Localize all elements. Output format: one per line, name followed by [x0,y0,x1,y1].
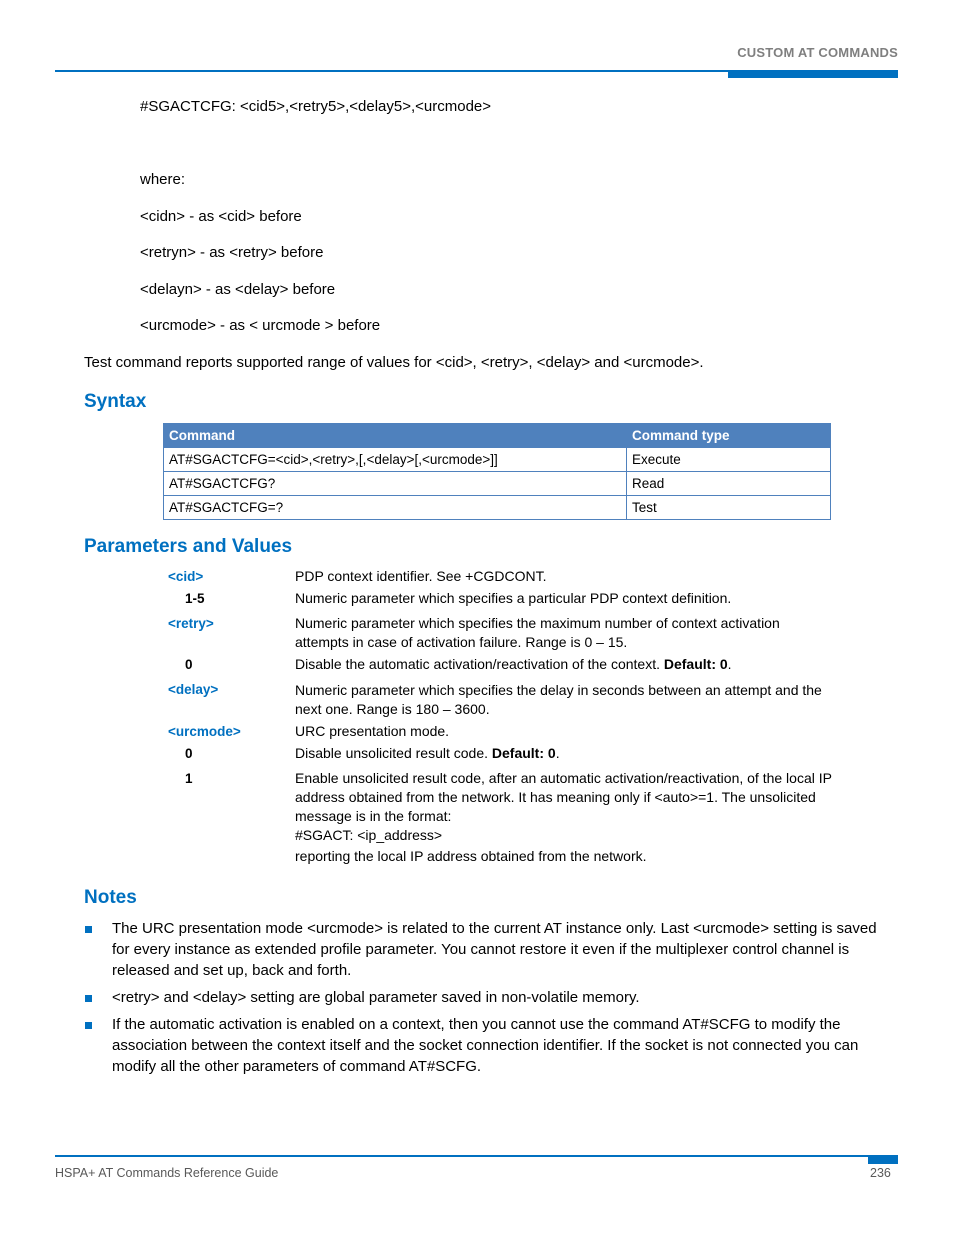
page-number: 236 [870,1166,891,1180]
param-name-urcmode: <urcmode> [168,724,241,739]
param-desc-cid-range: Numeric parameter which specifies a particular PDP context definition. [295,590,732,606]
note-item: If the automatic activation is enabled on a context, then you cannot use the command AT#SCFG to modify the association between the context itself and the socket connection identifier. If the socket is not connected you can modify all the other parameters of command AT#SCFG. [112,1016,859,1075]
default-label: Default: 0 [663,656,728,672]
syntax-heading: Syntax [84,391,147,412]
where-label: where: [140,171,186,188]
test-command-sentence: Test command reports supported range of values for <cid>, <retry>, <delay> and <urcmode>. [84,354,704,371]
note-item: The URC presentation mode <urcmode> is related to the current AT instance only. Last <urcmode> setting is saved for every instance as extended profile parameter. You cannot restore it even if the multiplexer control channel is released and set up, back and forth. [112,920,877,979]
header-section-title: CUSTOM AT COMMANDS [737,45,898,60]
command-type-cell: Test [627,496,831,520]
table-row [164,472,831,496]
param-desc-urcmode-0 [295,744,835,763]
bullet-icon [85,1022,92,1029]
header-accent-block [728,70,898,78]
bullet-icon [85,995,92,1002]
param-desc-delay: Numeric parameter which specifies the delay in seconds between an attempt and the next one. Range is 180 – 3600. [295,682,822,717]
period: . [555,745,560,761]
param-name-cid: <cid> [168,569,204,584]
table-row [164,448,831,472]
table-row [164,496,831,520]
footer-document-title: HSPA+ AT Commands Reference Guide [55,1166,279,1180]
syntax-table [163,423,831,520]
command-cell: AT#SGACTCFG=? [164,496,627,520]
command-cell: AT#SGACTCFG? [164,472,627,496]
param-desc-text: Disable unsolicited result code. [295,745,492,761]
param-value-urcmode-0: 0 [185,746,193,761]
param-name-retry: <retry> [168,616,214,631]
command-type-cell: Read [627,472,831,496]
param-desc-urcmode: URC presentation mode. [295,723,450,739]
param-value-cid-range: 1-5 [185,591,205,606]
param-name-delay: <delay> [168,682,219,697]
period: . [727,656,732,672]
default-label: Default: 0 [491,745,556,761]
param-desc-urcmode-1 [295,769,835,866]
footer-rule [55,1155,898,1157]
response-format: #SGACTCFG: <cid5>,<retry5>,<delay5>,<urcmode> [140,98,492,115]
param-desc-after: reporting the local IP address obtained from the network. [295,848,647,864]
where-item: <cidn> - as <cid> before [140,208,302,225]
param-desc-cid: PDP context identifier. See +CGDCONT. [295,568,547,584]
param-desc-text: Enable unsolicited result code, after an automatic activation/reactivation, of the local IP address obtained from the network. It has meaning only if <auto>=1. The unsolicited message is in the format: [295,770,832,824]
param-desc-retry: Numeric parameter which specifies the maximum number of context activation attempts in case of activation failure. Range is 0 – 15. [295,615,780,650]
param-desc-retry-0 [295,655,835,674]
param-value-urcmode-1: 1 [185,771,193,786]
param-value-retry-0: 0 [185,657,193,672]
param-desc-text: Disable the automatic activation/reactivation of the context. [295,656,664,672]
table-header-row [164,424,831,448]
footer-accent-block [868,1155,898,1164]
where-item: <urcmode> - as < urcmode > before [140,317,381,334]
parameters-heading: Parameters and Values [84,536,293,557]
column-header: Command type [627,424,831,448]
urc-format: #SGACT: <ip_address> [295,827,443,843]
where-item: <delayn> - as <delay> before [140,281,336,298]
command-type-cell: Execute [627,448,831,472]
bullet-icon [85,926,92,933]
command-cell: AT#SGACTCFG=<cid>,<retry>,[,<delay>[,<urcmode>]] [164,448,627,472]
where-item: <retryn> - as <retry> before [140,244,324,261]
column-header: Command [164,424,627,448]
note-item: <retry> and <delay> setting are global parameter saved in non-volatile memory. [112,989,640,1006]
notes-heading: Notes [84,887,137,908]
